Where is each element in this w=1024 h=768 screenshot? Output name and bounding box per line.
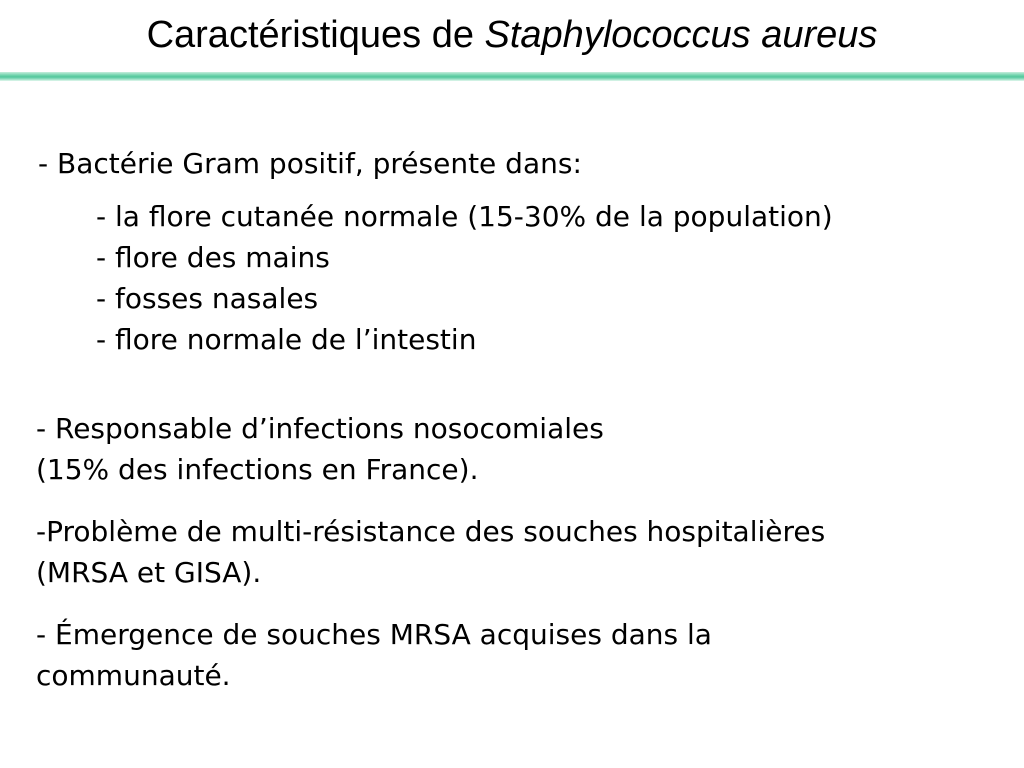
point-line: - Émergence de souches MRSA acquises dans la [36, 618, 712, 651]
point-line: - Responsable d’infections nosocomiales [36, 412, 604, 445]
nosocomial-point [36, 408, 604, 490]
slide-title [0, 12, 1024, 58]
title-prefix: Caractéristiques de [146, 14, 485, 56]
point-line: -Problème de multi-résistance des souches hospitalières [36, 515, 826, 548]
point-line: (MRSA et GISA). [36, 556, 262, 589]
habitat-item: - la flore cutanée normale (15-30% de la population) [96, 200, 833, 233]
resistance-point [36, 511, 825, 593]
habitat-item: - flore normale de l’intestin [96, 323, 477, 356]
habitat-list [96, 196, 833, 360]
habitat-item: - flore des mains [96, 241, 330, 274]
habitat-item: - fosses nasales [96, 282, 319, 315]
community-mrsa-point [36, 614, 712, 696]
title-divider [0, 72, 1024, 81]
point-line: communauté. [36, 659, 231, 692]
point-line: (15% des infections en France). [36, 453, 479, 486]
title-species: Staphylococcus aureus [484, 14, 878, 56]
intro-bullet: - Bactérie Gram positif, présente dans: [38, 147, 582, 180]
